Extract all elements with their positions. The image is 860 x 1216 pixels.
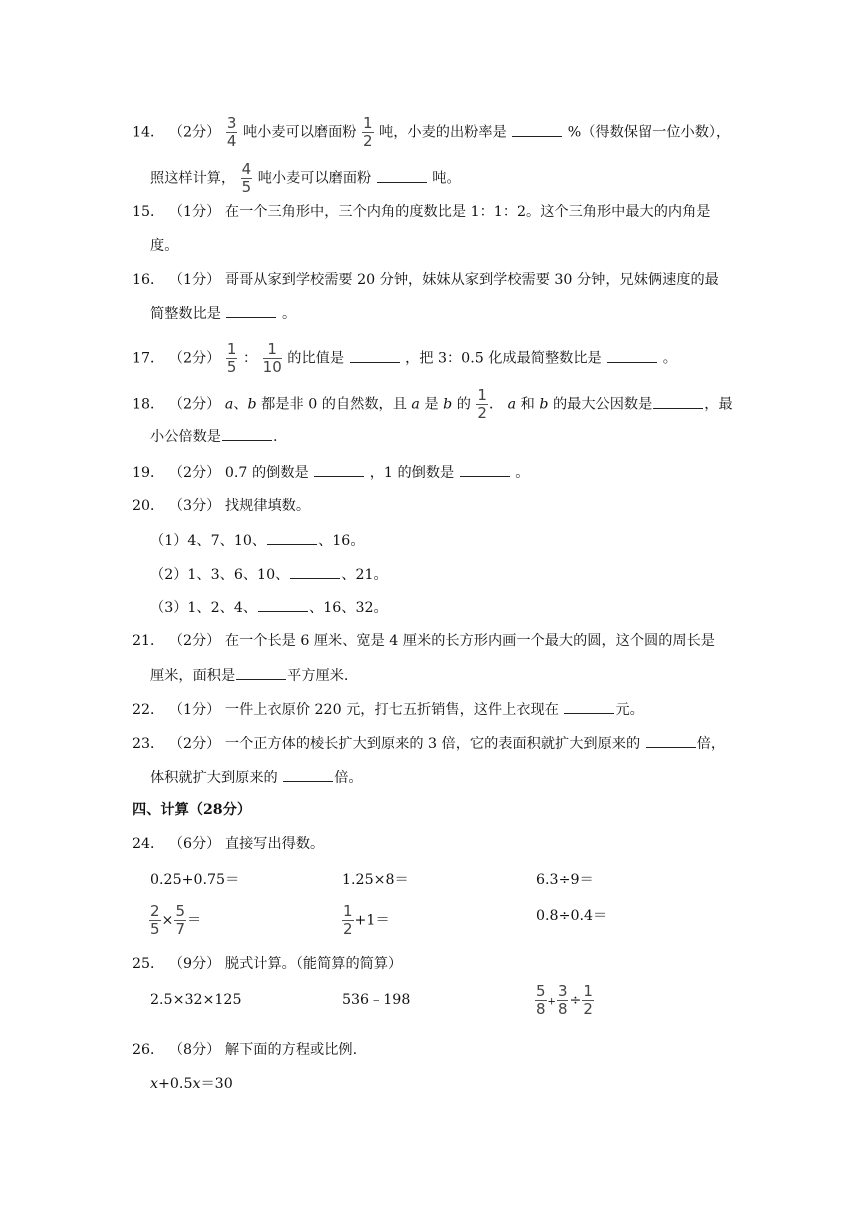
question-21: 21． （2分） 在一个长是 6 厘米、宽是 4 厘米的长方形内画一个最大的圆，这个圆的周长是: [132, 633, 715, 649]
expression-5: $\frac{1}{2}$ +1＝: [343, 902, 390, 938]
question-24: 24． （6分） 直接写出得数。: [132, 836, 325, 852]
question-23-continued: 体积就扩大到原来的 倍。: [150, 767, 860, 788]
answer-blank[interactable]: [564, 699, 614, 714]
question-score: （2分）: [168, 124, 221, 141]
answer-blank[interactable]: [607, 348, 657, 363]
expression-3: 6.3÷9＝: [536, 872, 594, 888]
answer-blank[interactable]: [236, 665, 286, 680]
question-16: 16． （1分） 哥哥从家到学校需要 20 分钟，妹妹从家到学校需要 30 分钟，兄妹俩速度的最: [132, 272, 719, 288]
question-number: 21．: [132, 633, 165, 649]
question-21-continued: 厘米，面积是 平方厘米.: [150, 665, 860, 686]
answer-blank[interactable]: [290, 564, 340, 579]
question-score: （2分）: [168, 396, 221, 413]
section-heading: 四、计算（28分）: [132, 802, 252, 818]
expression-4: $\frac{2}{5}$ × $\frac{5}{7}$ ＝: [150, 902, 202, 938]
question-number: 23．: [132, 736, 165, 752]
fraction: $\frac{1}{2}$: [343, 902, 353, 938]
question-18: 18． （2分） a、b 都是非 0 的自然数，且 a 是 b 的 $\frac{1}{2}$ ． a 和 b 的最大公因数是 ，最: [132, 386, 733, 422]
fraction: $\frac{1}{5}$: [226, 340, 237, 376]
question-score: （2分）: [168, 465, 221, 481]
question-15-continued: 度。: [150, 238, 179, 254]
question-20-part-3: （3）1、2、4、 、16、32。: [150, 597, 860, 618]
question-14-continued: 照这样计算， $\frac{4}{5}$ 吨小麦可以磨面粉 吨。: [150, 160, 461, 196]
question-number: 22．: [132, 702, 165, 718]
question-number: 19．: [132, 465, 165, 481]
expression-1: 0.25+0.75＝: [150, 872, 240, 888]
fraction: $\frac{3}{4}$: [226, 114, 237, 150]
question-20-part-2: （2）1、3、6、10、 、21。: [150, 564, 860, 585]
question-number: 25．: [132, 956, 165, 972]
fraction: $\frac{4}{5}$: [241, 160, 252, 196]
fraction: $\frac{5}{8}$: [536, 982, 546, 1018]
answer-blank[interactable]: [653, 394, 703, 409]
question-score: （2分）: [168, 736, 221, 752]
answer-blank[interactable]: [646, 733, 696, 748]
question-14: 14． （2分） $\frac{3}{4}$ 吨小麦可以磨面粉 $\frac{1}{2}$ 吨，小麦的出粉率是 %（得数保留一位小数），: [132, 114, 731, 150]
fraction: $\frac{1}{2}$: [477, 386, 487, 422]
question-score: （6分）: [168, 836, 221, 852]
question-score: （2分）: [168, 633, 221, 649]
question-score: （1分）: [168, 702, 221, 718]
question-number: 17．: [132, 350, 165, 367]
question-16-continued: 简整数比是 。: [150, 303, 860, 324]
question-20: 20． （3分） 找规律填数。: [132, 498, 311, 514]
expression-1: 2.5×32×125: [150, 992, 242, 1008]
fraction: $\frac{1}{2}$: [583, 982, 593, 1018]
question-number: 18．: [132, 396, 165, 413]
question-score: （9分）: [168, 956, 221, 972]
expression-2: 1.25×8＝: [342, 872, 409, 888]
answer-blank[interactable]: [226, 303, 276, 318]
fraction: $\frac{3}{8}$: [557, 982, 568, 1018]
question-score: （2分）: [168, 350, 221, 367]
question-26: 26． （8分） 解下面的方程或比例.: [132, 1042, 358, 1058]
question-15: 15． （1分） 在一个三角形中，三个内角的度数比是 1：1：2。这个三角形中最大的内角是: [132, 204, 711, 220]
answer-blank[interactable]: [460, 462, 510, 477]
question-number: 26．: [132, 1042, 165, 1058]
question-23: 23． （2分） 一个正方体的棱长扩大到原来的 3 倍，它的表面积就扩大到原来的 倍，: [132, 733, 860, 754]
fraction: $\frac{5}{7}$: [175, 902, 185, 938]
answer-blank[interactable]: [314, 462, 364, 477]
answer-blank[interactable]: [377, 168, 427, 183]
expression-6: 0.8÷0.4＝: [536, 908, 608, 924]
expression-2: 536﹣198: [342, 992, 411, 1008]
answer-blank[interactable]: [222, 426, 272, 441]
equation-1: x+0.5x＝30: [150, 1076, 233, 1092]
fraction: $\frac{1}{2}$: [362, 114, 373, 150]
fraction: $\frac{1}{10}$: [262, 340, 282, 376]
question-number: 14．: [132, 124, 165, 141]
question-19: 19． （2分） 0.7 的倒数是 ，1 的倒数是 。: [132, 462, 860, 483]
question-20-part-1: （1）4、7、10、 、16。: [150, 530, 860, 551]
question-18-continued: 小公倍数是 .: [150, 426, 860, 447]
question-score: （3分）: [168, 498, 221, 514]
fraction: $\frac{2}{5}$: [150, 902, 160, 938]
answer-blank[interactable]: [267, 530, 317, 545]
question-22: 22． （1分） 一件上衣原价 220 元，打七五折销售，这件上衣现在 元。: [132, 699, 860, 720]
question-number: 20．: [132, 498, 165, 514]
question-number: 15．: [132, 204, 165, 220]
question-25: 25． （9分） 脱式计算。（能简算的简算）: [132, 956, 403, 972]
question-score: （1分）: [168, 204, 221, 220]
answer-blank[interactable]: [258, 597, 308, 612]
answer-blank[interactable]: [512, 122, 562, 137]
answer-blank[interactable]: [350, 348, 400, 363]
question-score: （8分）: [168, 1042, 221, 1058]
answer-blank[interactable]: [283, 767, 333, 782]
question-score: （1分）: [168, 272, 221, 288]
question-17: 17． （2分） $\frac{1}{5}$ ： $\frac{1}{10}$ 的比值是 ，把 3：0.5 化成最简整数比是 。: [132, 340, 677, 376]
expression-3: $\frac{5}{8}$ + $\frac{3}{8}$ ÷ $\frac{1}{2}$: [536, 982, 593, 1018]
question-number: 24．: [132, 836, 165, 852]
question-number: 16．: [132, 272, 165, 288]
